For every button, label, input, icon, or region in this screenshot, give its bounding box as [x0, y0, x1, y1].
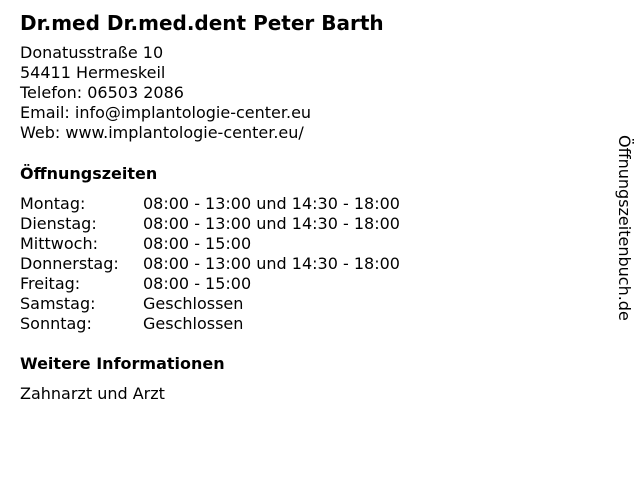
address-city: 54411 Hermeskeil [20, 63, 166, 82]
more-info-text: Zahnarzt und Arzt [20, 384, 165, 403]
hours-day: Dienstag: [20, 214, 97, 233]
hours-time: Geschlossen [143, 294, 244, 313]
hours-day: Montag: [20, 194, 86, 213]
hours-day: Freitag: [20, 274, 81, 293]
hours-time: Geschlossen [143, 314, 244, 333]
address-street: Donatusstraße 10 [20, 43, 164, 62]
website: Web: www.implantologie-center.eu/ [20, 123, 304, 142]
hours-time: 08:00 - 15:00 [143, 234, 252, 253]
hours-time: 08:00 - 15:00 [143, 274, 252, 293]
hours-day: Mittwoch: [20, 234, 98, 253]
more-info-heading: Weitere Informationen [20, 354, 225, 373]
opening-hours-heading: Öffnungszeiten [20, 164, 158, 183]
address-block [20, 43, 311, 143]
hours-day: Sonntag: [20, 314, 92, 333]
hours-time: 08:00 - 13:00 und 14:30 - 18:00 [143, 214, 400, 233]
hours-time: 08:00 - 13:00 und 14:30 - 18:00 [143, 254, 400, 273]
business-name: Dr.med Dr.med.dent Peter Barth [20, 11, 384, 35]
brand-watermark: Öffnungszeitenbuch.de [615, 135, 634, 321]
hours-time: 08:00 - 13:00 und 14:30 - 18:00 [143, 194, 400, 213]
hours-day: Donnerstag: [20, 254, 119, 273]
phone-number: Telefon: 06503 2086 [20, 83, 184, 102]
hours-day: Samstag: [20, 294, 96, 313]
email-address: Email: info@implantologie-center.eu [20, 103, 312, 122]
